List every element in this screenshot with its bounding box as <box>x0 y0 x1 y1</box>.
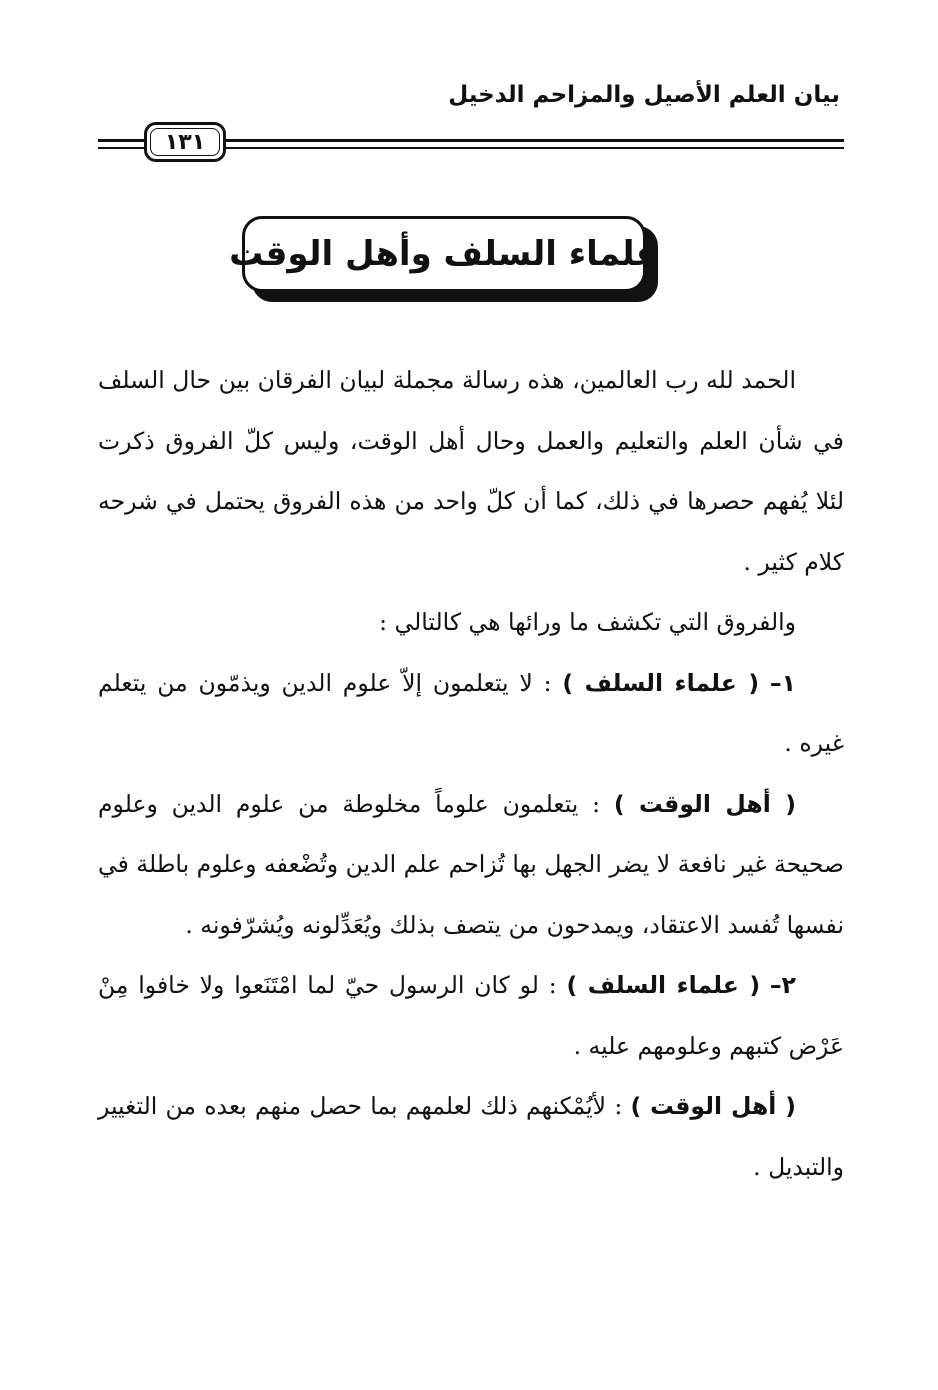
item-1-contrast-paragraph <box>98 774 844 956</box>
page-number: ١٣١ <box>164 129 206 155</box>
item-2-term: ( علماء السلف ) <box>566 971 761 999</box>
item-2-contrast-text: : لأيُمْكنهم ذلك لعلمهم بما حصل منهم بعده من التغيير والتبديل . <box>98 1092 844 1181</box>
item-1-paragraph <box>98 653 844 774</box>
body-text <box>98 350 844 1197</box>
item-1-term: ( علماء السلف ) <box>562 668 760 697</box>
item-1-number: ١– <box>769 668 796 697</box>
lead-paragraph: والفروق التي تكشف ما ورائها هي كالتالي : <box>379 608 796 636</box>
item-2-contrast-term: ( أهل الوقت ) <box>630 1092 796 1120</box>
running-header-title: بيان العلم الأصيل والمزاحم الدخيل <box>448 82 840 108</box>
intro-paragraph: الحمد لله رب العالمين، هذه رسالة مجملة لبيان الفرقان بين حال السلف في شأن العلم والتعليم والعمل وحال أهل الوقت، وليس كلّ الفروق ذكرت لئلا يُفهم حصرها في ذلك، كما أن كلّ واحد من هذه الفروق يحتمل في شرحه كلام كثير . <box>98 366 844 576</box>
item-2-text: : لو كان الرسول حيّ لما امْتَنَعوا ولا خافوا مِنْ عَرْض كتبهم وعلومهم عليه . <box>98 971 844 1060</box>
item-2-contrast-paragraph <box>98 1076 844 1197</box>
item-1-contrast-term: ( أهل الوقت ) <box>613 789 796 818</box>
chapter-title-frame <box>229 216 659 292</box>
item-2-paragraph <box>98 955 844 1076</box>
item-1-text: : لا يتعلمون إلاّ علوم الدين ويذمّون من يتعلم غيره . <box>98 668 844 757</box>
page-number-frame <box>144 122 226 162</box>
chapter-title: علماء السلف وأهل الوقت <box>229 234 659 274</box>
item-1-contrast-text: : يتعلمون علوماً مخلوطة من علوم الدين وعلوم صحيحة غير نافعة لا يضر الجهل بها تُزاحم علم الدين وتُضْعفه وعلوم باطلة في نفسها تُفسد الاعتقاد، ويمدحون من يتصف بذلك ويُعَدِّلونه ويُشرّفونه . <box>98 789 844 939</box>
item-2-number: ٢– <box>769 971 796 999</box>
